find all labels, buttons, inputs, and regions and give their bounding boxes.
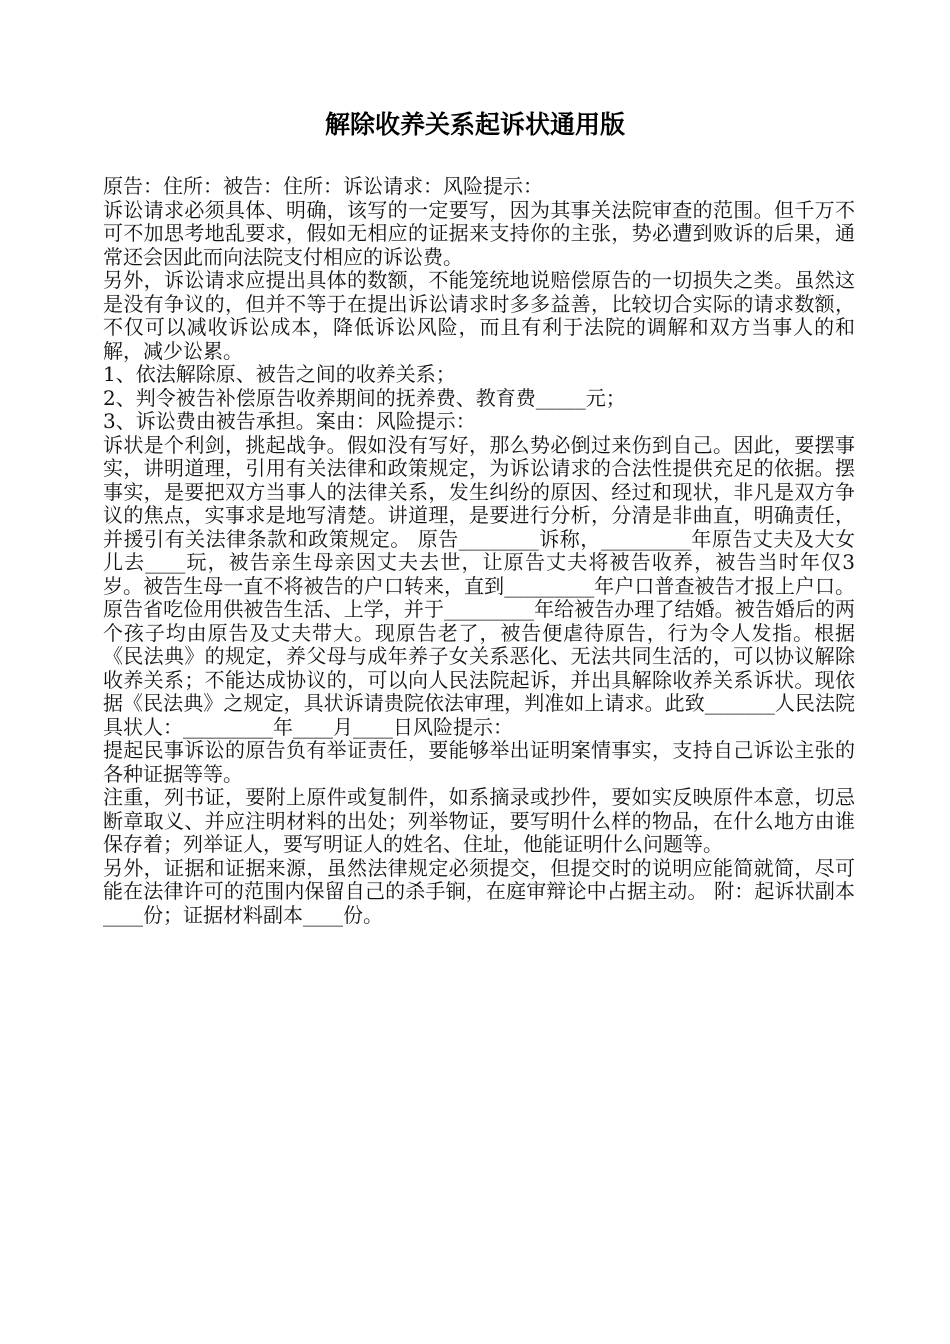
paragraph-evidence-source-and-attachments: 另外，证据和证据来源，虽然法律规定必须提交，但提交时的说明应能简就简，尽可能在法律许可的范围内保留自己的杀手锏，在庭审辩论中占据主动。 附：起诉状副本____份；证据材料副本____份。 [103,855,855,927]
paragraph-claim-requirements: 诉讼请求必须具体、明确，该写的一定要写，因为其事关法院审查的范围。但千万不可不加思考地乱要求，假如无相应的证据来支持你的主张，势必遭到败诉的后果，通常还会因此而向法院支付相应的诉讼费。 [103,197,855,269]
paragraph-facts-and-reasons: 诉状是个利剑，挑起战争。假如没有写好，那么势必倒过来伤到自己。因此，要摆事实，讲明道理，引用有关法律和政策规定，为诉讼请求的合法性提供充足的依据。摆事实，是要把双方当事人的法律关系，发生纠纷的原因、经过和现状，非凡是双方争议的焦点，实事求是地写清楚。讲道理，是要进行分析，分清是非曲直，明确责任，并援引有关法律条款和政策规定。 原告________诉称，_________年原告丈夫及大女儿去____玩，被告亲生母亲因丈夫去世，让原告丈夫将被告收养，被告当时年仅3岁。被告生母一直不将被告的户口转来，直到_________年户口普查被告才报上户口。原告省吃俭用供被告生活、上学，并于_________年给被告办理了结婚。被告婚后的两个孩子均由原告及丈夫带大。现原告老了，被告便虐待原告，行为令人发指。根据《民法典》的规定，养父母与成年养子女关系恶化、无法共同生活的，可以协议解除收养关系；不能达成协议的，可以向人民法院起诉，并出具解除收养关系诉状。现依据《民法典》之规定，具状诉请贵院依法审理，判准如上请求。此致_______人民法院具状人：_________年____月____日风险提示： [103,432,855,739]
paragraph-burden-of-proof: 提起民事诉讼的原告负有举证责任，要能够举出证明案情事实，支持自己诉讼主张的各种证据等等。 [103,738,855,786]
document-body [103,175,855,927]
paragraph-evidence-listing: 注重，列书证，要附上原件或复制件，如系摘录或抄件，要如实反映原件本意，切忌断章取义、并应注明材料的出处；列举物证，要写明什么样的物品，在什么地方由谁保存着；列举证人，要写明证人的姓名、住址，他能证明什么问题等。 [103,785,855,856]
paragraph-request-3: 3、诉讼费由被告承担。案由：风险提示： [103,409,476,433]
paragraph-claim-amount-note: 另外，诉讼请求应提出具体的数额，不能笼统地说赔偿原告的一切损失之类。虽然这是没有争议的，但并不等于在提出诉讼请求时多多益善，比较切合实际的请求数额，不仅可以减收诉讼成本，降低诉讼风险，而且有利于法院的调解和双方当事人的和解，减少讼累。 [103,268,855,363]
paragraph-request-2: 2、判令被告补偿原告收养期间的抚养费、教育费_____元； [103,385,626,410]
document-title: 解除收养关系起诉状通用版 [324,110,625,139]
paragraph-request-1: 1、依法解除原、被告之间的收养关系； [103,362,456,386]
paragraph-parties-header: 原告：住所：被告：住所：诉讼请求：风险提示： [103,174,543,198]
